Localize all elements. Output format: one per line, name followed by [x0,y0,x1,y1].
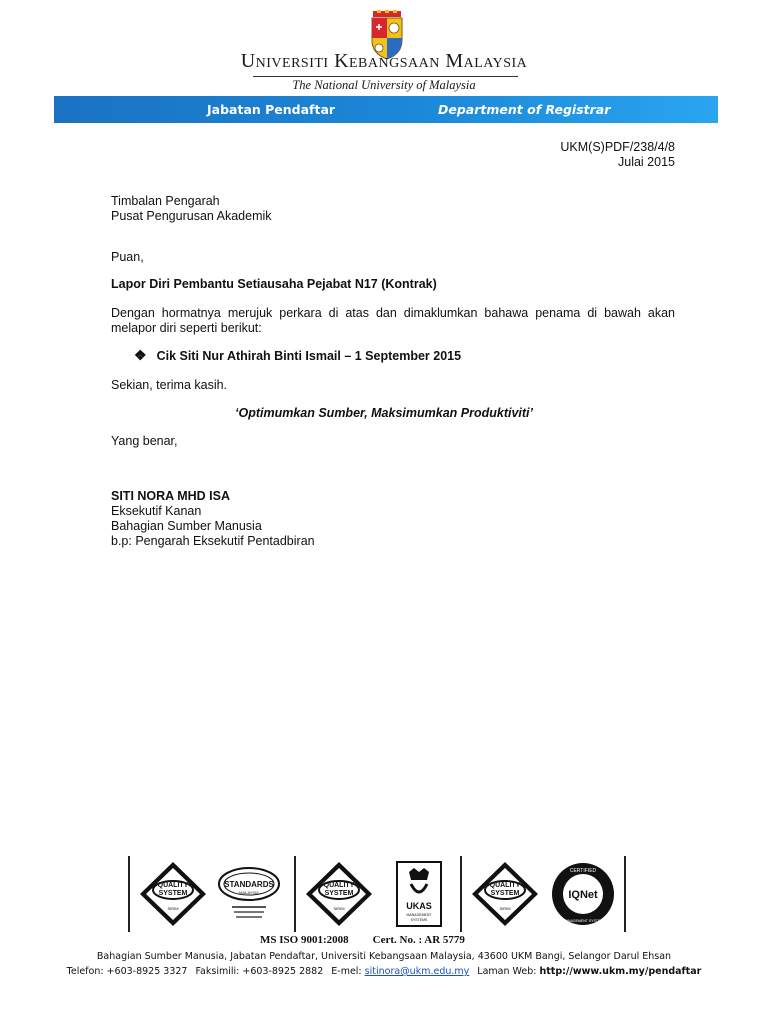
iso-standard: MS ISO 9001:2008 [260,934,349,946]
svg-text:STANDARDS: STANDARDS [224,880,274,889]
svg-text:SYSTEM: SYSTEM [490,890,520,897]
banner-english-label: Department of Registrar [438,102,611,117]
university-subtitle: The National University of Malaysia [292,78,476,92]
svg-text:SYSTEMS: SYSTEMS [410,918,428,922]
svg-text:MANAGEMENT: MANAGEMENT [406,913,432,917]
svg-text:QUALITY: QUALITY [489,882,521,889]
reference-block [540,140,675,170]
bullet-list-item [134,348,461,364]
svg-text:SIRIM: SIRIM [499,906,511,911]
letter-date: Julai 2015 [618,155,675,169]
strip-divider [624,856,626,932]
closing-line: Yang benar, [111,434,178,448]
recipient-line: Timbalan Pengarah [111,194,220,208]
svg-text:SIRIM: SIRIM [167,906,179,911]
email-label: E-mel: [331,966,362,977]
letter-subject: Lapor Diri Pembantu Setiausaha Pejabat N17 (Kontrak) [111,277,437,291]
motto: ‘Optimumkan Sumber, Maksimumkan Produktiviti’ [235,406,533,420]
svg-text:UKAS: UKAS [406,901,432,911]
strip-divider [128,856,130,932]
footer-address: Bahagian Sumber Manusia, Jabatan Pendaftar, Universiti Kebangsaan Malaysia, 43600 UKM Bangi, Selangor Darul Ehsan [96,951,672,962]
quality-system-logo [470,860,540,928]
banner-malay-label: Jabatan Pendaftar [207,102,336,117]
svg-text:SYSTEM: SYSTEM [158,890,188,897]
signatory-name: SITI NORA MHD ISA [111,489,230,503]
signatory-division: Bahagian Sumber Manusia [111,519,262,533]
svg-text:QUALITY: QUALITY [323,882,355,889]
bullet-item-text: Cik Siti Nur Athirah Binti Ismail – 1 September 2015 [156,349,462,363]
salutation: Puan, [111,250,144,264]
strip-divider [294,856,296,932]
phone-number: Telefon: +603-8925 3327 [66,966,188,977]
svg-text:SIRIM: SIRIM [333,906,345,911]
signatory-title: Eksekutif Kanan [111,504,202,518]
recipient-line: Pusat Pengurusan Akademik [111,209,272,223]
certification-strip [128,856,626,932]
signatory-on-behalf: b.p: Pengarah Eksekutif Pentadbiran [111,534,315,548]
department-banner [54,96,718,123]
svg-text:IQNet: IQNet [568,889,598,901]
iqnet-logo [548,860,618,928]
svg-text:CERTIFIED: CERTIFIED [569,868,597,874]
svg-text:MALAYSIA: MALAYSIA [239,890,259,895]
diamond-bullet-icon: ❖ [134,347,147,363]
website-link[interactable]: http://www.ukm.my/pendaftar [539,966,702,977]
cert-number: Cert. No. : AR 5779 [372,934,465,946]
svg-text:SYSTEM: SYSTEM [324,890,354,897]
university-name: Universiti Kebangsaan Malaysia [240,50,528,72]
quality-system-logo [304,860,374,928]
email-link[interactable]: sitinora@ukm.edu.my [364,966,470,977]
body-paragraph: Dengan hormatnya merujuk perkara di atas dan dimaklumkan bahawa penama di bawah akan melapor diri seperti berikut: [111,306,675,335]
web-label: Laman Web: [477,966,537,977]
strip-divider [460,856,462,932]
ukas-logo [384,860,454,928]
quality-system-logo [138,860,208,928]
recipient-block [111,194,272,224]
thanks-line: Sekian, terima kasih. [111,378,228,392]
svg-text:QUALITY: QUALITY [157,882,189,889]
signatory-details [111,504,315,549]
svg-text:MANAGEMENT SYSTEM: MANAGEMENT SYSTEM [562,919,604,923]
footer-contact-line [0,966,768,977]
letterhead-divider [253,76,518,77]
reference-number: UKM(S)PDF/238/4/8 [560,140,675,154]
iso-certification-line [260,934,489,946]
fax-number: Faksimili: +603-8925 2882 [195,966,324,977]
standards-malaysia-logo [214,860,284,928]
